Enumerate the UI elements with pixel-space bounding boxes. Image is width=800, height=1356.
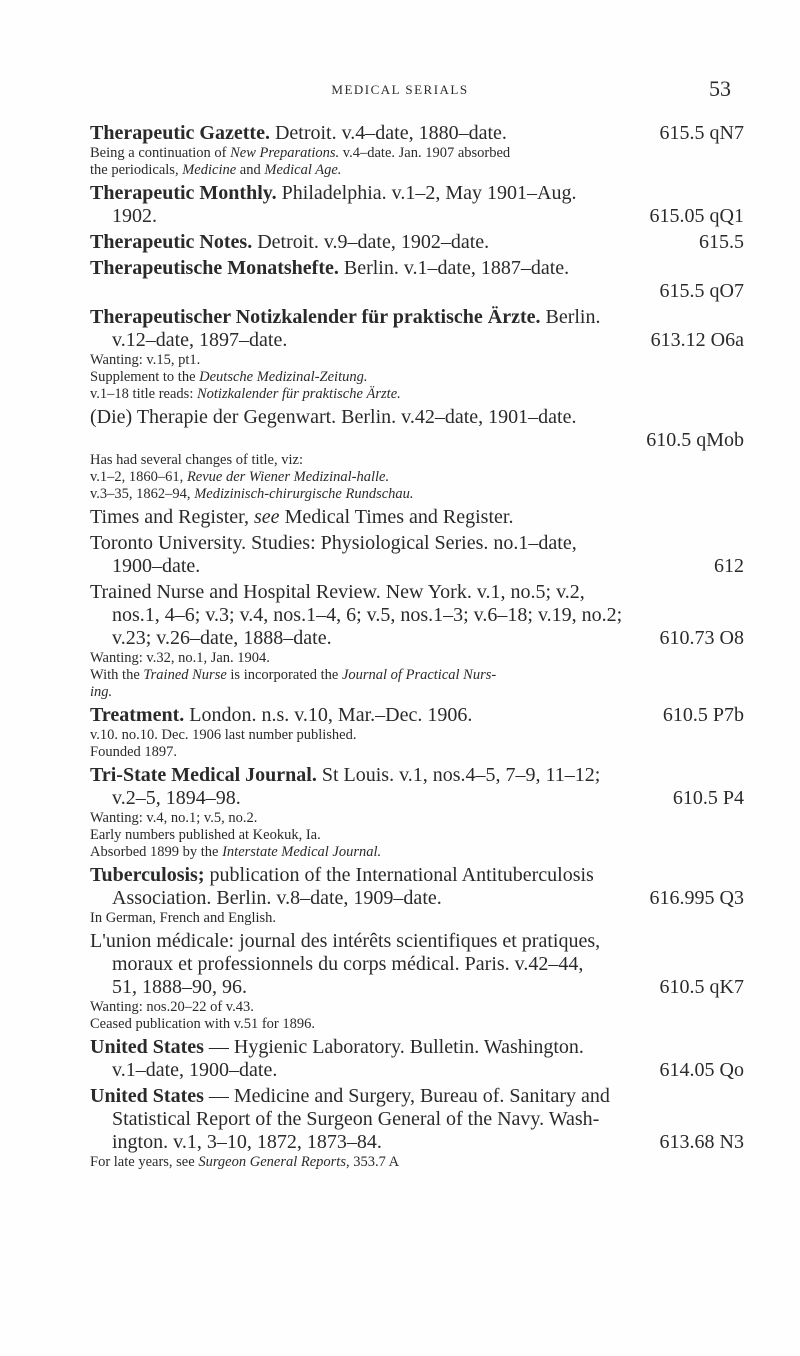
entry-text: v.12–date, 1897–date. — [112, 329, 288, 351]
note-text: Wanting: v.15, pt1. — [90, 352, 201, 368]
catalog-entry — [90, 864, 744, 927]
entry-note — [90, 827, 744, 844]
call-number: 615.05 qQ1 — [649, 205, 744, 227]
note-text: the periodicals, — [90, 162, 183, 178]
entry-line — [90, 976, 744, 999]
entry-note — [90, 469, 744, 486]
catalog-entry — [90, 406, 744, 503]
running-head — [0, 78, 800, 104]
call-number: 612 — [714, 555, 744, 577]
note-italic: Medical Age. — [264, 162, 342, 178]
catalog-entry — [90, 306, 744, 403]
entry-text: Detroit. v.9–date, 1902–date. — [252, 231, 490, 253]
call-number: 615.5 — [699, 231, 744, 253]
call-number: 610.5 qK7 — [659, 976, 744, 998]
entry-line — [90, 627, 744, 650]
entry-title: Tuberculosis; — [90, 864, 205, 886]
entry-line — [90, 604, 744, 627]
entry-text: v.1–date, 1900–date. — [112, 1059, 278, 1081]
entry-text: v.23; v.26–date, 1888–date. — [112, 627, 332, 649]
entry-text: (Die) Therapie der Gegenwart. Berlin. v.42–date, 1901–date. — [90, 406, 577, 428]
entry-title: Therapeutic Gazette. — [90, 122, 270, 144]
note-italic: Revue der Wiener Medizinal-halle. — [186, 469, 390, 485]
entry-italic: see — [254, 506, 280, 528]
entry-line — [90, 182, 744, 205]
note-text: 353.7 A — [349, 1154, 400, 1170]
catalog-entry — [90, 581, 744, 701]
note-italic: Surgeon General Reports, — [198, 1154, 350, 1170]
entry-line — [90, 864, 744, 887]
entry-line — [90, 257, 744, 280]
entry-note — [90, 910, 744, 927]
note-italic: New Preparations. — [230, 145, 340, 161]
note-text: Being a continuation of — [90, 145, 231, 161]
entry-text: Statistical Report of the Surgeon General of the Navy. Wash- — [112, 1108, 600, 1130]
entry-note — [90, 352, 744, 369]
catalog-entry — [90, 231, 744, 254]
entry-line — [90, 704, 744, 727]
entry-line — [90, 122, 744, 145]
entry-line — [90, 1085, 744, 1108]
note-italic: Medicine — [182, 162, 237, 178]
entry-text: ington. v.1, 3–10, 1872, 1873–84. — [112, 1131, 382, 1153]
entry-text: Philadelphia. v.1–2, May 1901–Aug. — [276, 182, 577, 204]
note-italic: Notizkalender für praktische Ärzte. — [196, 386, 401, 402]
catalog-entry — [90, 1085, 744, 1171]
catalog-entry — [90, 506, 744, 529]
note-text: Wanting: v.32, no.1, Jan. 1904. — [90, 650, 270, 666]
entry-line — [90, 506, 744, 529]
entry-title: Tri-State Medical Journal. — [90, 764, 317, 786]
note-text: v.1–18 title reads: — [90, 386, 197, 402]
entry-line — [90, 532, 744, 555]
catalog-entry — [90, 532, 744, 578]
call-number: 615.5 qO7 — [659, 280, 744, 302]
entry-line — [90, 1036, 744, 1059]
entry-text: publication of the International Antituberculosis — [204, 864, 594, 886]
note-text: is incorporated the — [226, 667, 342, 683]
entry-line — [90, 231, 744, 254]
entry-title: Therapeutic Monthly. — [90, 182, 277, 204]
entry-line — [90, 1108, 744, 1131]
note-text: With the — [90, 667, 144, 683]
entry-note — [90, 999, 744, 1016]
entry-text: 1900–date. — [112, 555, 201, 577]
entry-note — [90, 386, 744, 403]
entry-note — [90, 684, 744, 701]
entry-line — [90, 887, 744, 910]
note-text: Early numbers published at Keokuk, Ia. — [90, 827, 321, 843]
call-number: 616.995 Q3 — [649, 887, 744, 909]
entry-note — [90, 667, 744, 684]
entry-text: Trained Nurse and Hospital Review. New York. v.1, no.5; v.2, — [90, 581, 585, 603]
entry-title: United States — [90, 1036, 204, 1058]
entry-line — [90, 329, 744, 352]
entry-title: Therapeutischer Notizkalender für praktische Ärzte. — [90, 306, 541, 328]
note-italic: Trained Nurse — [143, 667, 227, 683]
entry-title: United States — [90, 1085, 204, 1107]
entry-note — [90, 1016, 744, 1033]
entry-line — [90, 1131, 744, 1154]
entry-line — [90, 429, 744, 452]
note-italic: ing. — [90, 684, 113, 700]
catalog-entry — [90, 704, 744, 761]
note-text: v.10. no.10. Dec. 1906 last number published. — [90, 727, 357, 743]
catalog-entry — [90, 122, 744, 179]
entry-text: — Hygienic Laboratory. Bulletin. Washington. — [203, 1036, 584, 1058]
entry-line — [90, 306, 744, 329]
entry-note — [90, 452, 744, 469]
entry-line — [90, 406, 744, 429]
entry-title: Therapeutische Monatshefte. — [90, 257, 339, 279]
entry-text: nos.1, 4–6; v.3; v.4, nos.1–4, 6; v.5, nos.1–3; v.6–18; v.19, no.2; — [112, 604, 623, 626]
entry-text: L'union médicale: journal des intérêts scientifiques et pratiques, — [90, 930, 601, 952]
entry-note — [90, 162, 744, 179]
note-text: Ceased publication with v.51 for 1896. — [90, 1016, 315, 1032]
note-text: v.3–35, 1862–94, — [90, 486, 195, 502]
entry-line — [90, 581, 744, 604]
entry-text: Berlin. — [540, 306, 601, 328]
entry-text: v.2–5, 1894–98. — [112, 787, 241, 809]
note-text: Supplement to the — [90, 369, 200, 385]
call-number: 613.12 O6a — [650, 329, 744, 351]
entry-line — [90, 280, 744, 303]
entry-line — [90, 787, 744, 810]
catalog-entry — [90, 1036, 744, 1082]
note-text: Wanting: nos.20–22 of v.43. — [90, 999, 254, 1015]
entry-note — [90, 744, 744, 761]
note-text: v.4–date. Jan. 1907 absorbed — [339, 145, 511, 161]
entry-text: — Medicine and Surgery, Bureau of. Sanitary and — [203, 1085, 610, 1107]
serials-list — [90, 122, 744, 1171]
entry-note — [90, 369, 744, 386]
note-text: v.1–2, 1860–61, — [90, 469, 187, 485]
catalog-entry — [90, 930, 744, 1033]
entry-line — [90, 555, 744, 578]
call-number: 610.5 qMob — [646, 429, 744, 451]
entry-note — [90, 844, 744, 861]
entry-note — [90, 145, 744, 162]
note-italic: Interstate Medical Journal. — [222, 844, 382, 860]
entry-text: Berlin. v.1–date, 1887–date. — [338, 257, 570, 279]
entry-text: moraux et professionnels du corps médical. Paris. v.42–44, — [112, 953, 584, 975]
note-text: and — [236, 162, 265, 178]
entry-line — [90, 1059, 744, 1082]
catalog-entry — [90, 182, 744, 228]
entry-note — [90, 727, 744, 744]
entry-title: Therapeutic Notes. — [90, 231, 253, 253]
entry-line — [90, 953, 744, 976]
call-number: 614.05 Qo — [659, 1059, 744, 1081]
note-text: For late years, see — [90, 1154, 199, 1170]
catalog-entry — [90, 257, 744, 303]
note-text: Founded 1897. — [90, 744, 177, 760]
entry-title: Treatment. — [90, 704, 185, 726]
entry-note — [90, 810, 744, 827]
entry-text: Times and Register, — [90, 506, 255, 528]
catalog-entry — [90, 764, 744, 861]
entry-line — [90, 205, 744, 228]
note-text: Wanting: v.4, no.1; v.5, no.2. — [90, 810, 258, 826]
entry-note — [90, 1154, 744, 1171]
entry-text: London. n.s. v.10, Mar.–Dec. 1906. — [184, 704, 473, 726]
entry-text: Detroit. v.4–date, 1880–date. — [269, 122, 507, 144]
entry-line — [90, 764, 744, 787]
entry-note — [90, 650, 744, 667]
note-italic: Deutsche Medizinal-Zeitung. — [199, 369, 368, 385]
call-number: 610.73 O8 — [659, 627, 744, 649]
call-number: 610.5 P4 — [672, 787, 744, 809]
note-text: Absorbed 1899 by the — [90, 844, 223, 860]
entry-text: Medical Times and Register. — [279, 506, 514, 528]
entry-text: 51, 1888–90, 96. — [112, 976, 247, 998]
note-italic: Journal of Practical Nurs- — [341, 667, 497, 683]
note-italic: Medizinisch-chirurgische Rundschau. — [194, 486, 414, 502]
call-number: 610.5 P7b — [662, 704, 744, 726]
note-text: Has had several changes of title, viz: — [90, 452, 303, 468]
entry-text: 1902. — [112, 205, 157, 227]
note-text: In German, French and English. — [90, 910, 277, 926]
call-number: 615.5 qN7 — [659, 122, 744, 144]
call-number: 613.68 N3 — [659, 1131, 744, 1153]
running-title: MEDICAL SERIALS — [331, 82, 469, 97]
entry-text: Association. Berlin. v.8–date, 1909–date. — [112, 887, 442, 909]
entry-line — [90, 930, 744, 953]
page-number: 53 — [709, 76, 731, 101]
entry-text: St Louis. v.1, nos.4–5, 7–9, 11–12; — [316, 764, 601, 786]
entry-note — [90, 486, 744, 503]
entry-text: Toronto University. Studies: Physiological Series. no.1–date, — [90, 532, 577, 554]
